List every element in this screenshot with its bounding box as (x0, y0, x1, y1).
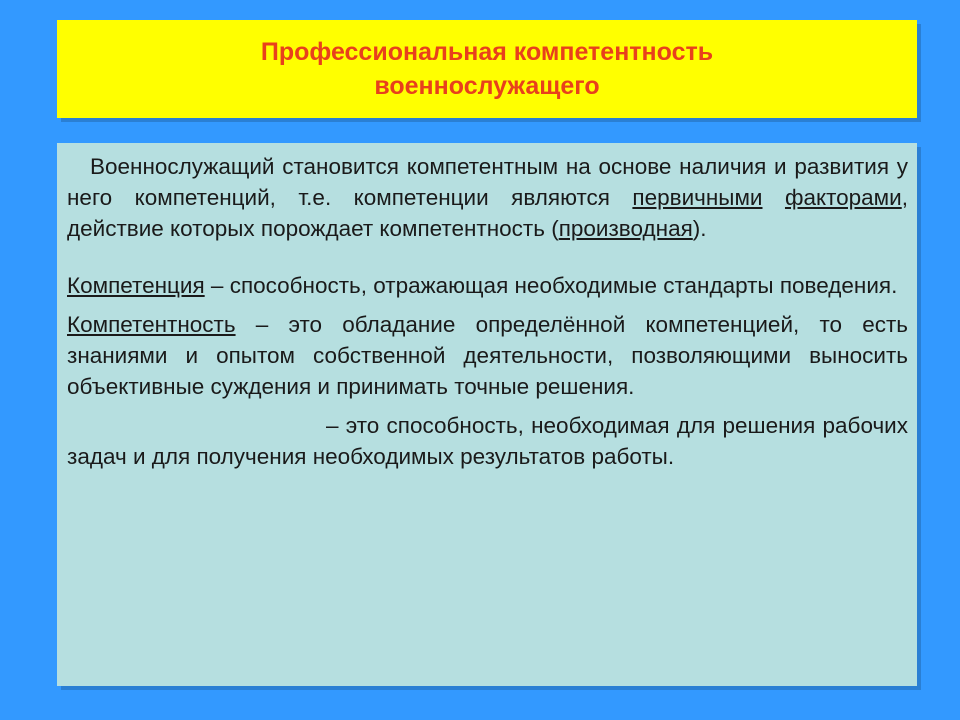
paragraph-competency-definition (67, 309, 908, 402)
paragraph-competence-definition (67, 270, 908, 301)
paragraph-intro (67, 151, 908, 244)
ability-definition-text: – это способность, необходимая для решения рабочих задач и для получения необходимых результатов работы. (67, 413, 908, 469)
term-separator (763, 185, 785, 210)
term-primary: первичными (632, 185, 763, 210)
term-competence: Компетенция (67, 273, 205, 298)
slide-title-line-1: Профессиональная компетентность (260, 38, 714, 66)
paragraph-ability-definition (67, 410, 908, 472)
slide-content-box (57, 143, 917, 686)
competency-definition-text: – это обладание определённой компетенцией, то есть знаниями и опытом собственной деятельности, позволяющими выносить объективные суждения и принимать точные решения. (67, 312, 908, 399)
slide-title-box (57, 20, 917, 118)
term-derivative: производная (558, 216, 693, 241)
term-competency: Компетентность (67, 312, 236, 337)
competence-definition-text: – способность, отражающая необходимые стандарты поведения. (204, 273, 898, 298)
paragraph-intro-end: ). (692, 216, 707, 241)
paragraph-intro-mid: , действие которых порождает компетентность ( (67, 185, 908, 241)
slide-title-line-2: военнослужащего (374, 72, 600, 100)
paragraph-intro-start: Военнослужащий становится компетентным на основе наличия и развития у него компетенций, т.е. компетенции являются (67, 154, 908, 210)
term-factors: факторами (784, 185, 902, 210)
